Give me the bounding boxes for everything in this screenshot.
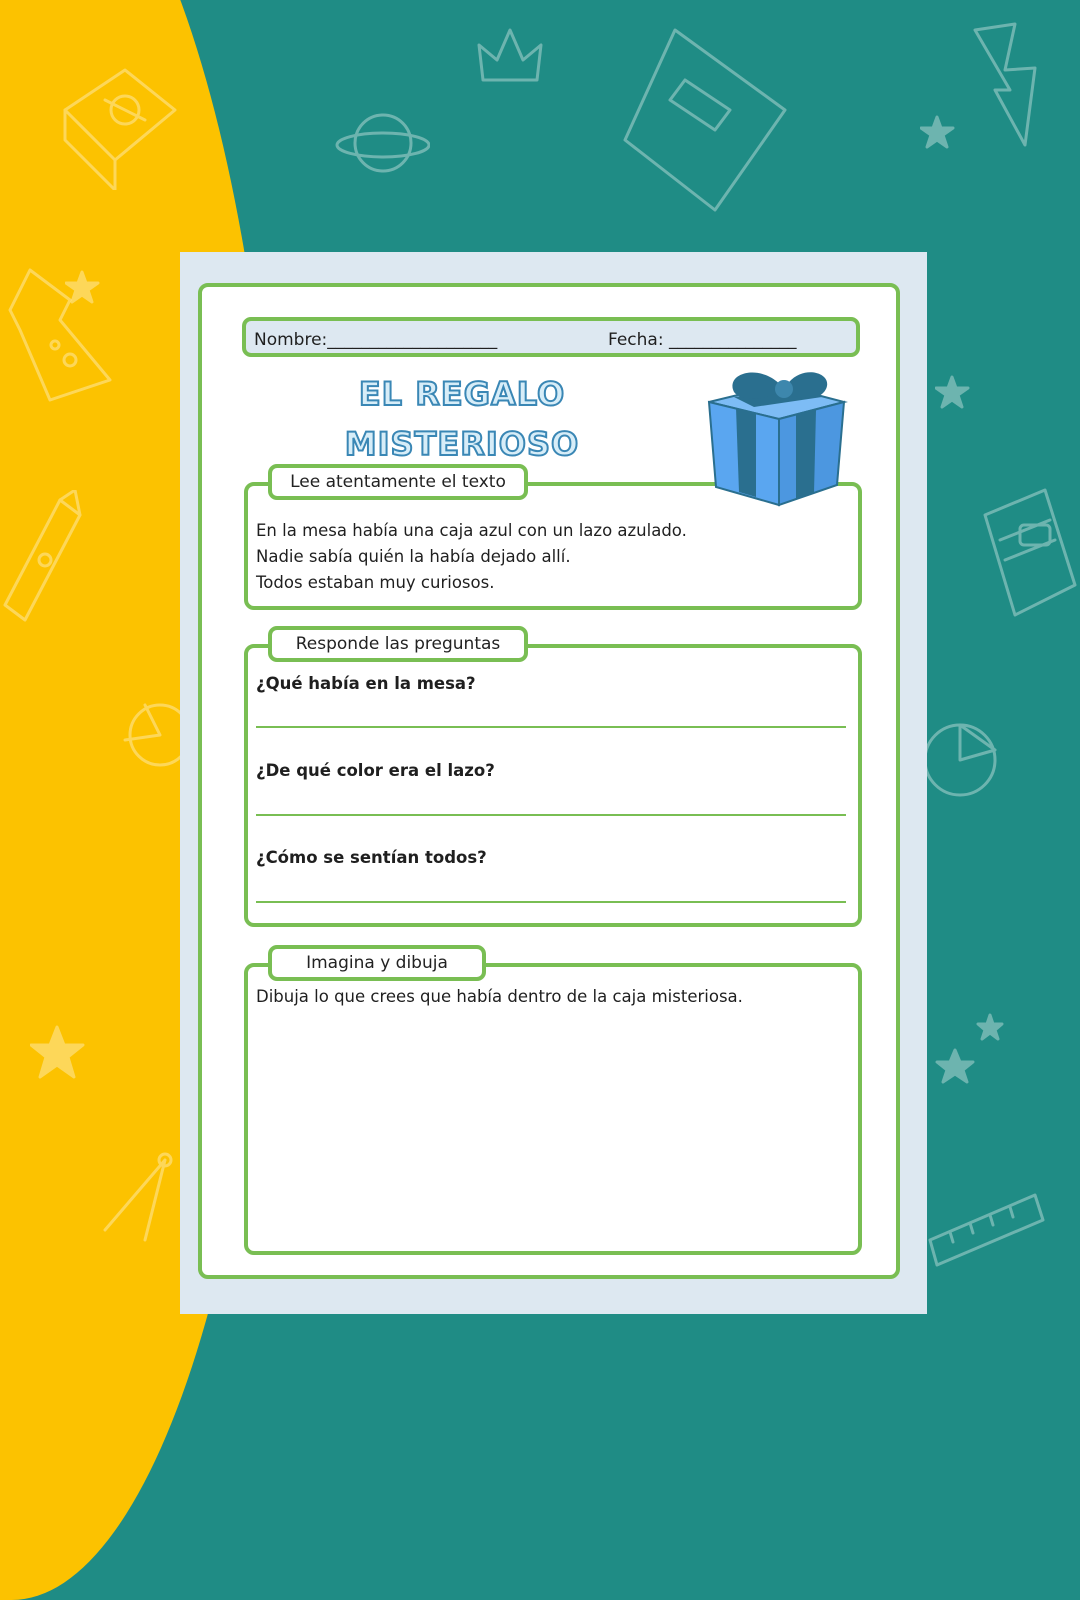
ruler-icon bbox=[925, 1190, 1045, 1284]
drawing-section-tab: Imagina y dibuja bbox=[268, 945, 486, 981]
book-icon bbox=[975, 485, 1080, 629]
reading-section-tab: Lee atentamente el texto bbox=[268, 464, 528, 500]
pie-chart-icon bbox=[115, 695, 185, 779]
star-icon bbox=[65, 270, 100, 309]
notebook-icon bbox=[615, 20, 795, 219]
questions-section-tab: Responde las preguntas bbox=[268, 626, 528, 662]
reading-line: En la mesa había una caja azul con un lazo azulado. bbox=[256, 521, 687, 540]
star-icon bbox=[935, 1010, 1005, 1104]
reading-line: Todos estaban muy curiosos. bbox=[256, 573, 495, 592]
star-icon bbox=[935, 375, 970, 414]
title-line-1: EL REGALO bbox=[358, 375, 566, 413]
worksheet-page bbox=[180, 252, 927, 1314]
answer-line[interactable] bbox=[256, 901, 846, 903]
answer-line[interactable] bbox=[256, 726, 846, 728]
answer-line[interactable] bbox=[256, 814, 846, 816]
question-label: ¿Cómo se sentían todos? bbox=[256, 848, 487, 867]
worksheet-title bbox=[312, 369, 612, 469]
compass-icon bbox=[85, 1150, 185, 1254]
drawing-area[interactable] bbox=[252, 1017, 854, 1247]
questions-section bbox=[244, 634, 862, 927]
reading-text bbox=[256, 518, 687, 596]
crown-icon bbox=[475, 20, 545, 104]
worksheet-frame bbox=[198, 283, 900, 1279]
lightning-icon bbox=[965, 20, 1045, 154]
star-icon bbox=[920, 115, 955, 154]
pie-chart-icon bbox=[920, 710, 1005, 809]
question-label: ¿De qué color era el lazo? bbox=[256, 761, 495, 780]
planet-icon bbox=[335, 105, 430, 184]
crayon-icon bbox=[0, 490, 90, 634]
drawing-section bbox=[244, 953, 862, 1255]
name-field-label: Nombre:____________________ bbox=[254, 330, 498, 350]
gift-box-icon bbox=[704, 367, 849, 511]
drawing-instruction: Dibuja lo que crees que había dentro de la caja misteriosa. bbox=[256, 987, 743, 1006]
star-icon bbox=[30, 1025, 85, 1089]
title-line-2: MISTERIOSO bbox=[344, 425, 580, 463]
question-label: ¿Qué había en la mesa? bbox=[256, 674, 476, 693]
pencil-sharpener-icon bbox=[45, 40, 185, 194]
date-field-label: Fecha: _______________ bbox=[608, 330, 797, 350]
name-date-bar bbox=[242, 317, 860, 357]
reading-line: Nadie sabía quién la había dejado allí. bbox=[256, 547, 571, 566]
